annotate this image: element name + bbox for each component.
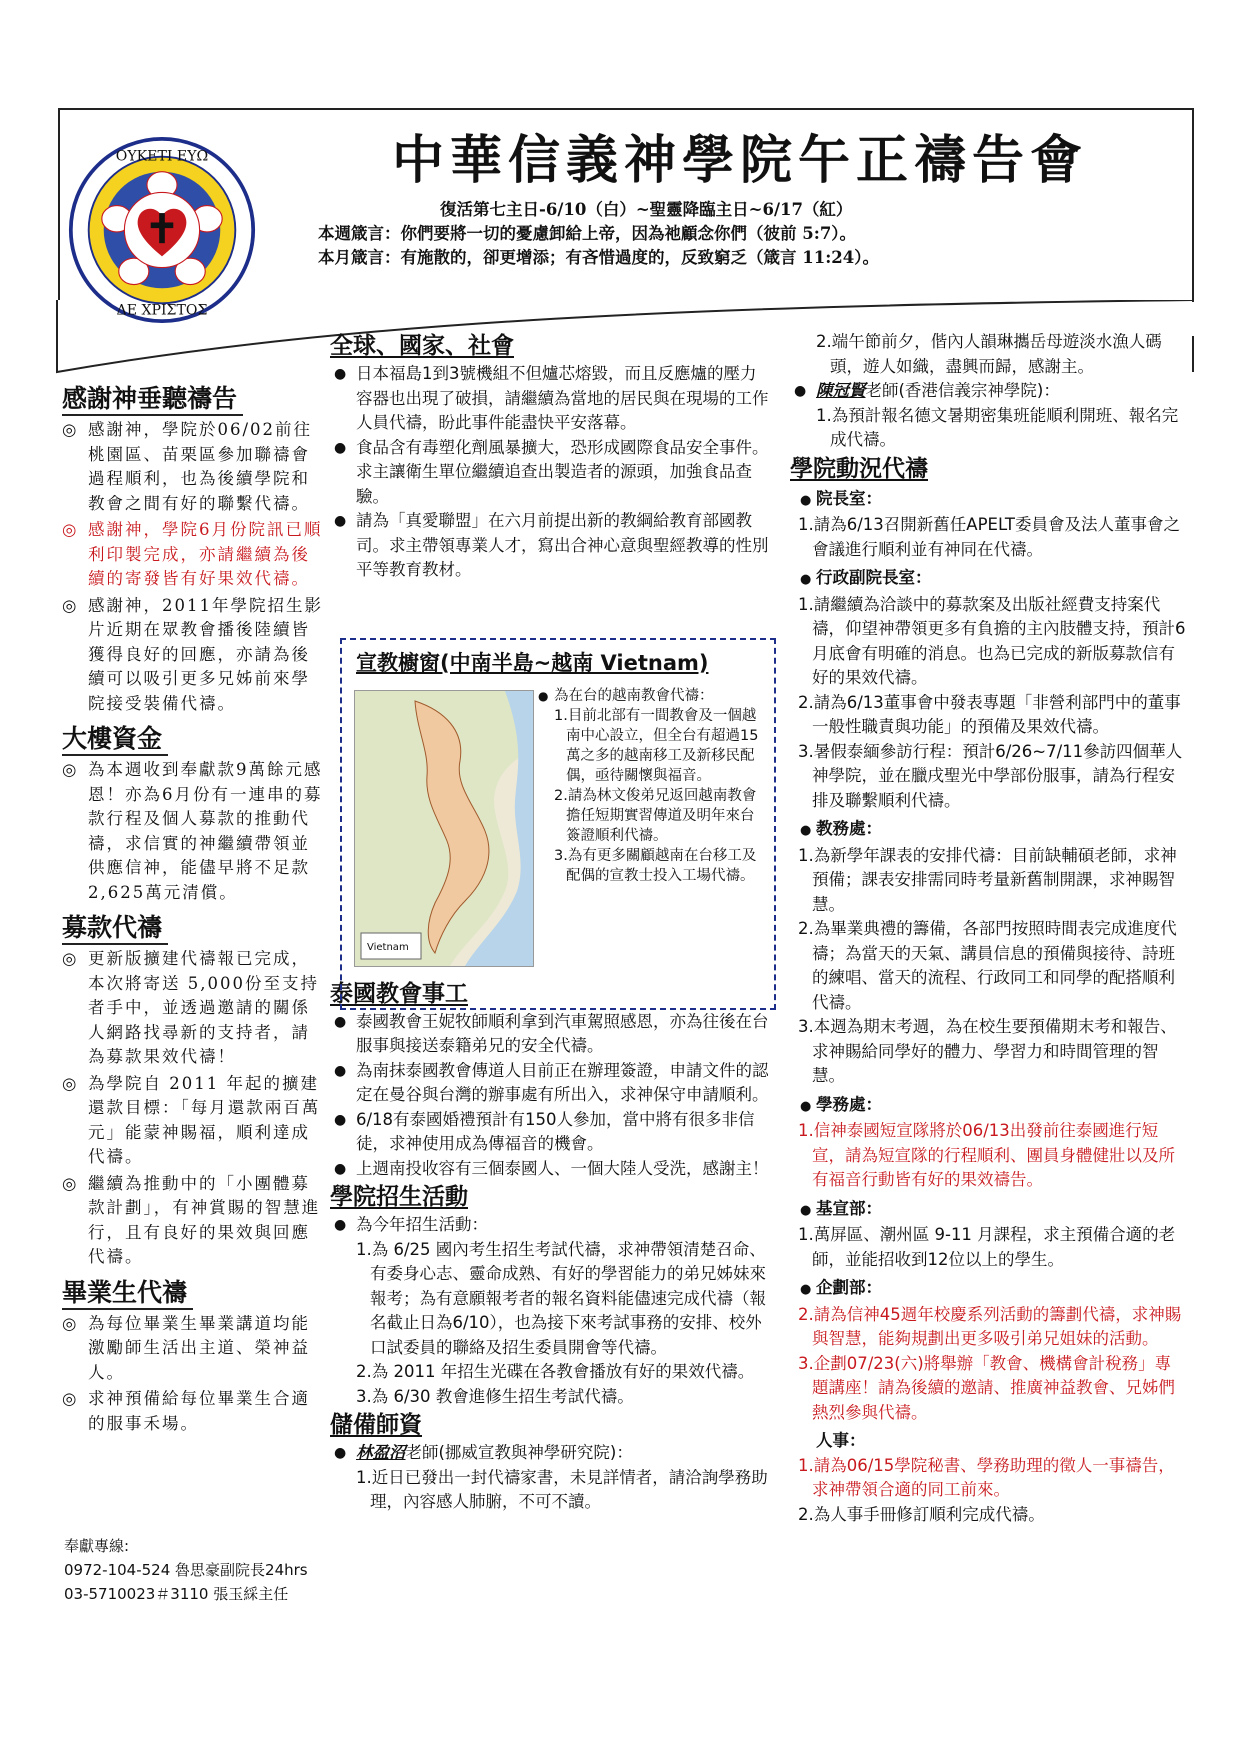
dept-admin-vp: ● 行政副院長室： [800,568,932,587]
list-item: 1.為新學年課表的安排代禱：目前缺輔碩老師，求神預備；課表安排需同時考量新舊制開課，求神賜智慧。 [798,845,1177,914]
list-item: ● 為今年招生活動： [330,1213,770,1238]
svg-text:ΔE XPIΣTOΣ: ΔE XPIΣTOΣ [116,302,208,319]
list-item: ● 上週南投收容有三個泰國人、一個大陸人受洗，感謝主！ [330,1157,770,1182]
luther-rose-logo [68,136,256,324]
mission-window [340,638,776,1010]
dept-personnel: 人事： [816,1431,866,1450]
dept-planning: ● 企劃部： [800,1278,882,1297]
reserve-heading: 儲備師資 [330,1412,422,1438]
fund-heading: 募款代禱 [62,913,168,945]
dept-president: ● 院長室： [800,488,882,508]
page-title: 中華信義神學院午正禱告會 [391,130,1088,191]
weekly-verse: 本週箴言：你們要將一切的憂慮卸給上帝，因為祂顧念你們（彼前 5:7）。 [318,224,857,243]
list-item: ● 食品含有毒塑化劑風暴擴大，恐形成國際食品安全事件。求主讓衛生單位繼續追查出製造者的源頭，加強食品查驗。 [330,436,770,510]
list-item: 2.為 2011 年招生光碟在各教會播放有好的果效代禱。 [356,1362,755,1381]
list-item: 1.萬屏區、潮州區 9-11 月課程，求主預備合適的老師，並能招收到12位以上的學生。 [798,1225,1176,1269]
list-item: ◎ 求神預備給每位畢業生合適的服事禾場。 [62,1389,310,1433]
list-item: ● 為南抹泰國教會傳道人目前正在辦理簽證，申請文件的認定在曼谷與台灣的辦事處有所出入，求神保守申請順利。 [330,1059,770,1108]
list-item: ◎ 感謝神，學院6月份院訊已順利印製完成，亦請繼續為後續的寄發皆有好果效代禱。 [62,520,323,588]
list-item: 3.企劃07/23(六)將舉辦「教會、機構會計稅務」專題講座！請為後續的邀請、推廣神益教會、兄姊們熱烈參與代禱。 [798,1353,1175,1422]
list-item: 1.請為06/15學院秘書、學務助理的徵人一事禱告，求神帶領合適的同工前來。 [798,1455,1175,1499]
list-item: 2.請為林文俊弟兄返回越南教會擔任短期實習傳道及明年來台簽證順利代禱。 [554,788,757,844]
reserve-teacher-2: ● 陳冠賢老師(香港信義宗神學院)： [790,379,1186,404]
thanks-heading: 感謝神垂聽禱告 [62,384,243,416]
list-item: ◎ 感謝神，2011年學院招生影片近期在眾教會播後陸續皆獲得良好的回應，亦請為後續可以吸引更多兄姊前來學院接受裝備代禱。 [62,595,323,713]
building-heading: 大樓資金 [62,724,168,756]
svg-text:OYKETI EYΩ: OYKETI EYΩ [115,148,209,165]
list-item: ● 日本福島1到3號機組不但爐芯熔毀，而且反應爐的壓力容器也出現了破損，請繼續為當地的居民與在現場的工作人員代禱，盼此事件能盡快平安落幕。 [330,362,770,436]
recruit-heading: 學院招生活動 [330,1184,468,1210]
list-item: 1.近日已發出一封代禱家書，未見詳情者，請洽詢學務助理，內容感人肺腑，不可不讀。 [356,1467,768,1511]
left-column [62,378,324,1438]
list-item: ◎ 為每位畢業生畢業講道均能激勵師生活出主道、榮神益人。 [62,1313,310,1382]
list-item: 1.為預計報名德文暑期密集班能順利開班、報名完成代禱。 [816,405,1179,449]
list-item: 1.請為6/13召開新舊任APELT委員會及法人董事會之會議進行順利並有神同在代禱。 [798,515,1180,559]
thanks-list [62,418,324,716]
list-item: ● 請為「真愛聯盟」在六月前提出新的教綱給教育部國教司。求主帶領專業人才，寫出合神心意與聖經教導的性別平等教育教材。 [330,509,770,583]
list-item: 1.請繼續為洽談中的募款案及出版社經費支持案代禱，仰望神帶領更多有負擔的主內肢體支持，預計6月底會有明確的消息。也為已完成的新版募款信有好的果效代禱。 [798,594,1186,687]
list-item: 1.為 6/25 國內考生招生考試代禱，求神帶領清楚召命、有委身心志、靈命成熟、有好的學習能力的弟兄姊妹來報考；為有意願報考者的報名資料能儘速完成代禱（報名截止日為6/10），也為接下來考試事務的安排、校外口試委員的聯絡及招生委員開會等代禱。 [356,1239,766,1357]
list-item: ◎ 為本週收到奉獻款9萬餘元感恩！亦為6月份有一連串的募款行程及個人募款的推動代禱，求信實的神繼續帶領並供應信神，能儘早將不足款2,625萬元清償。 [62,760,323,902]
list-item: 2.請為6/13董事會中發表專題「非營利部門中的董事一般性職責與功能」的預備及果效代禱。 [798,692,1181,736]
hotline-line-1: 0972-104-524 魯思豪副院長24hrs [64,1561,308,1579]
world-heading: 全球、國家、社會 [330,333,514,359]
list-item: 3.為 6/30 教會進修生招生考試代禱。 [356,1386,634,1406]
graduates-heading: 畢業生代禱 [62,1278,193,1310]
list-item: ◎ 為學院自 2011 年起的擴建還款目標：「每月還款兩百萬元」能蒙神賜福，順利達成代禱。 [62,1073,321,1166]
list-item: ● 6/18有泰國婚禮預計有150人參加，當中將有很多非信徒，求神使用成為傳福音的機會。 [330,1108,770,1157]
list-item: 3.本週為期末考週，為在校生要預備期末考和報告、求神賜給同學好的體力、學習力和時間管理的智慧。 [798,1017,1177,1085]
vietnam-map-image [354,690,534,967]
mission-text [538,686,763,886]
list-item: 3.為有更多關顧越南在台移工及配偶的宣教士投入工場代禱。 [554,848,757,884]
list-item: ◎ 更新版擴建代禱報已完成，本次將寄送 5,000份至支持者手中，並透過邀請的關係人網路找尋新的支持者，請為募款果效代禱！ [62,949,319,1066]
status-heading: 學院動況代禱 [790,455,928,482]
list-item: ◎ 感謝神，學院於06/02前往桃園區、苗栗區參加聯禱會過程順利，也為後續學院和教會之間有好的聯繫代禱。 [62,420,313,513]
donation-hotline [64,1534,308,1606]
list-item: 3.暑假泰緬參訪行程：預計6/26~7/11參訪四個華人神學院，並在臘戌聖光中學部份服事，請為行程安排及聯繫順利代禱。 [798,741,1183,810]
list-item: 2.為人事手冊修訂順利完成代禱。 [798,1504,1045,1524]
list-item: ◎ 繼續為推動中的「小團體募款計劃」，有神賞賜的智慧進行，且有良好的果效與回應代禱。 [62,1173,321,1266]
list-item: 2.為畢業典禮的籌備，各部門按照時間表完成進度代禱；為當天的天氣、講員信息的預備與接待、詩班的練唱、當天的流程、行政同工和同學的配搭順利代禱。 [798,919,1177,1012]
mission-title: 宣教櫥窗(中南半島~越南 Vietnam) [356,651,709,675]
list-item: ● 泰國教會王妮牧師順利拿到汽車駕照感恩，亦為往後在台服事與接送泰籍弟兄的安全代禱。 [330,1010,770,1059]
monthly-verse: 本月箴言：有施散的，卻更增添；有吝惜過度的，反致窮乏（箴言 11:24）。 [318,248,880,267]
mission-lead: ● 為在台的越南教會代禱： [538,686,763,706]
list-item: 2.請為信神45週年校慶系列活動的籌劃代禱，求神賜與智慧，能夠規劃出更多吸引弟兄姐妹的活動。 [798,1304,1182,1348]
list-item: 2.端午節前夕，偕內人韻琳攜岳母遊淡水漁人碼頭，遊人如織，盡興而歸，感謝主。 [816,332,1162,376]
dept-student-affairs: ● 學務處： [800,1094,882,1114]
list-item: 1.信神泰國短宣隊將於06/13出發前往泰國進行短宣，請為短宣隊的行程順利、團員身體健壯以及所有福音行動皆有好的果效禱告。 [798,1121,1175,1189]
thai-heading: 泰國教會事工 [330,980,468,1007]
hotline-line-2: 03-5710023＃3110 張玉綵主任 [64,1585,289,1603]
dept-extension: ● 基宣部： [800,1198,882,1218]
right-column [790,330,1186,1527]
dept-academic: ● 教務處： [800,819,882,838]
reserve-teacher: ● 林盈沼老師(挪威宣教與神學研究院)： [330,1441,770,1466]
list-item: 1.目前北部有一間教會及一個越南中心設立，但全台有超過15萬之多的越南移工及新移民配偶，亟待關懷與福音。 [554,708,759,784]
liturgical-season: 復活第七主日-6/10（白）~聖靈降臨主日~6/17（紅） [440,200,853,219]
svg-text:Vietnam: Vietnam [367,942,409,953]
hotline-label: 奉獻專線: [64,1537,130,1555]
